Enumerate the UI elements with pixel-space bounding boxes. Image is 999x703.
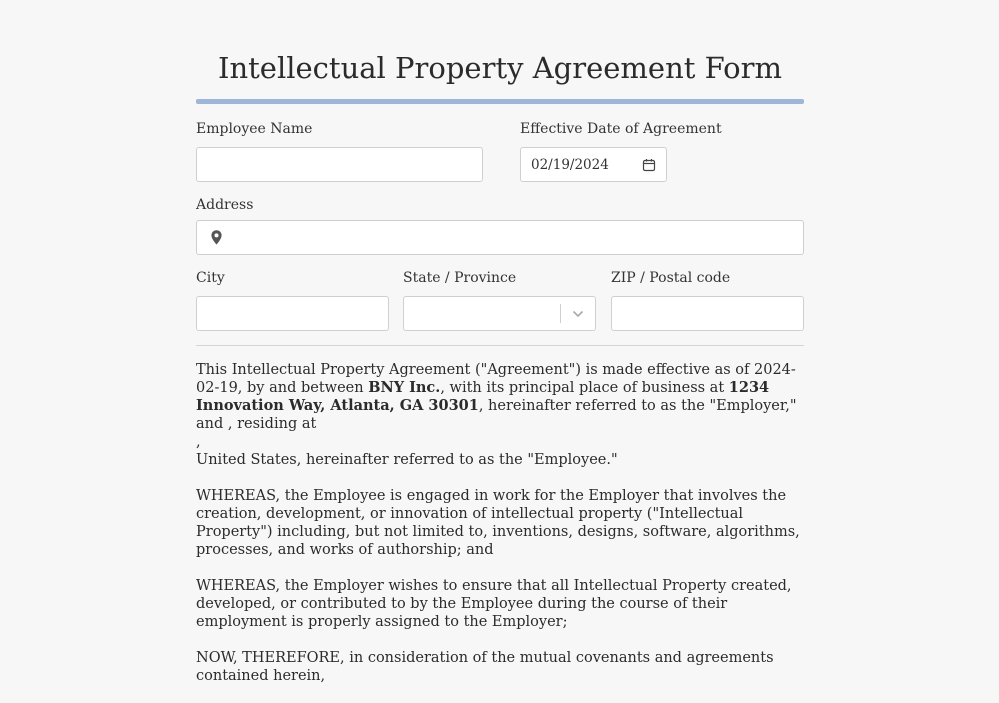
employer-address: 1234 Innovation Way, Atlanta, GA 30301 <box>196 379 770 414</box>
chevron-down-icon[interactable] <box>561 310 595 318</box>
page-title: Intellectual Property Agreement Form <box>218 51 782 85</box>
employee-name-input[interactable] <box>196 147 483 182</box>
effective-date-label: Effective Date of Agreement <box>520 121 722 137</box>
effective-date-group <box>520 119 722 182</box>
agreement-paragraph-2: WHEREAS, the Employee is engaged in work for the Employer that involves the creation, development, or innovation of intellectual property ("Intellectual Property") including, but not limited to, inventions, designs, software, algorithms, processes, and works of authorship; and <box>196 488 800 558</box>
zip-group <box>611 268 804 331</box>
state-group <box>403 268 596 331</box>
employee-name-group <box>196 119 483 182</box>
agreement-intro-text-5: United States, hereinafter referred to as the "Employee." <box>196 452 618 468</box>
zip-input[interactable] <box>611 296 804 331</box>
agreement-intro-text-3: , hereinafter referred to as the "Employer," and , residing at <box>196 398 797 432</box>
effective-date-value: 02/19/2024 <box>531 156 609 173</box>
zip-label: ZIP / Postal code <box>611 270 731 286</box>
agreement-paragraph-1 <box>196 361 804 469</box>
agreement-text <box>196 361 804 685</box>
section-divider <box>196 345 804 346</box>
address-input[interactable] <box>196 220 804 255</box>
agreement-intro-text-4: , <box>196 434 201 450</box>
address-label: Address <box>196 197 254 213</box>
address-group <box>196 195 804 255</box>
employee-name-label: Employee Name <box>196 121 313 137</box>
calendar-icon[interactable] <box>642 158 656 172</box>
city-label: City <box>196 270 225 286</box>
agreement-intro-text-2: , with its principal place of business at <box>440 380 729 396</box>
employer-name: BNY Inc. <box>368 379 441 396</box>
state-label: State / Province <box>403 270 517 286</box>
agreement-intro-text: This Intellectual Property Agreement ("Agreement") is made effective as of 2024-02-19, by and between <box>196 362 796 396</box>
city-input[interactable] <box>196 296 389 331</box>
state-select[interactable] <box>403 296 596 331</box>
row-name-date <box>196 119 804 182</box>
form-container <box>196 48 804 703</box>
location-pin-icon <box>208 229 225 246</box>
title-underline <box>196 99 804 104</box>
effective-date-input[interactable] <box>520 147 667 182</box>
row-city-state-zip <box>196 268 804 331</box>
agreement-paragraph-3: WHEREAS, the Employer wishes to ensure that all Intellectual Property created, developed, or contributed to by the Employee during the course of their employment is properly assigned to the Employer; <box>196 578 792 630</box>
city-group <box>196 268 389 331</box>
agreement-paragraph-4: NOW, THEREFORE, in consideration of the mutual covenants and agreements contained herein, <box>196 650 774 684</box>
